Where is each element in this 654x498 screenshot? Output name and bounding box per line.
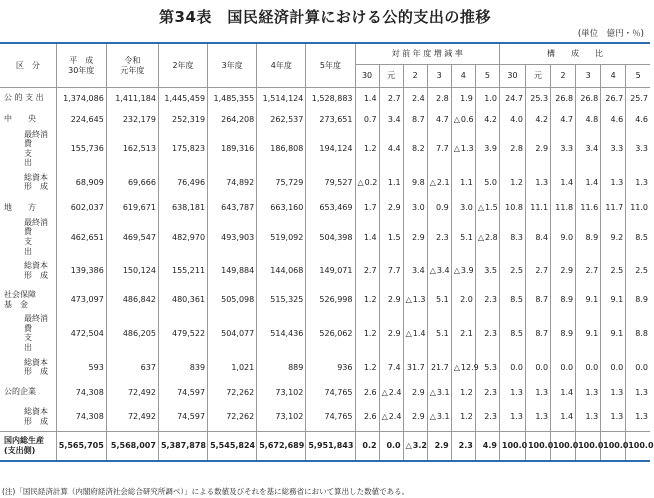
- growth-cell: 2.3: [475, 314, 499, 352]
- amount-cell: 75,729: [257, 168, 306, 197]
- growth-cell: 4.9: [475, 432, 499, 461]
- amount-cell: 1,445,459: [158, 88, 207, 109]
- amount-cell: 74,308: [56, 382, 106, 403]
- share-cell: 11.6: [576, 197, 601, 218]
- growth-cell: 2.3: [451, 432, 475, 461]
- table-row: [0, 88, 650, 109]
- amount-cell: 252,319: [158, 109, 207, 130]
- growth-cell: 4.2: [475, 109, 499, 130]
- share-cell: 24.7: [499, 88, 525, 109]
- share-cell: 8.9: [576, 218, 601, 256]
- amount-cell: 1,374,086: [56, 88, 106, 109]
- amount-cell: 79,527: [306, 168, 355, 197]
- share-cell: 2.7: [525, 256, 550, 285]
- header-year-r2: 2年度: [158, 43, 207, 88]
- amount-cell: 264,208: [208, 109, 257, 130]
- amount-cell: 5,672,689: [257, 432, 306, 461]
- amount-cell: 232,179: [106, 109, 158, 130]
- share-cell: 2.7: [576, 256, 601, 285]
- share-cell: 2.9: [551, 256, 576, 285]
- growth-cell: 1.4: [355, 88, 379, 109]
- growth-cell: △ 1.4: [403, 314, 427, 352]
- growth-cell: 1.2: [355, 353, 379, 382]
- share-cell: 4.0: [499, 109, 525, 130]
- amount-cell: 505,098: [208, 285, 257, 314]
- row-label: 最終消費 支 出: [24, 217, 48, 256]
- share-cell: 11.0: [626, 197, 650, 218]
- share-cell: 26.8: [576, 88, 601, 109]
- table-row: [0, 285, 650, 314]
- header-year-r1: 令和 元年度: [106, 43, 158, 88]
- amount-cell: 5,568,007: [106, 432, 158, 461]
- share-cell: 4.8: [576, 109, 601, 130]
- growth-cell: 2.3: [475, 403, 499, 432]
- amount-cell: 526,998: [306, 285, 355, 314]
- amount-cell: 619,671: [106, 197, 158, 218]
- growth-cell: △ 1.3: [451, 130, 475, 168]
- amount-cell: 175,823: [158, 130, 207, 168]
- amount-cell: 515,325: [257, 285, 306, 314]
- unit-label: (単位 億円・％): [577, 29, 644, 39]
- growth-cell: 31.7: [403, 353, 427, 382]
- amount-cell: 504,398: [306, 218, 355, 256]
- growth-col-30: 30: [355, 65, 379, 88]
- amount-cell: 593: [56, 353, 106, 382]
- growth-cell: 4.7: [427, 109, 451, 130]
- table-row: [0, 109, 650, 130]
- share-cell: 25.3: [525, 88, 550, 109]
- growth-cell: 2.7: [355, 256, 379, 285]
- growth-cell: 1.2: [451, 382, 475, 403]
- growth-cell: 3.5: [475, 256, 499, 285]
- table-row: [0, 382, 650, 403]
- share-cell: 3.3: [601, 130, 626, 168]
- share-cell: 2.5: [499, 256, 525, 285]
- share-cell: 0.0: [499, 353, 525, 382]
- table-row: [0, 218, 650, 256]
- amount-cell: 73,102: [257, 403, 306, 432]
- growth-cell: △ 3.4: [427, 256, 451, 285]
- amount-cell: 155,736: [56, 130, 106, 168]
- growth-cell: 2.9: [427, 432, 451, 461]
- share-cell: 1.2: [499, 168, 525, 197]
- share-cell: 11.7: [601, 197, 626, 218]
- share-cell: 1.3: [576, 403, 601, 432]
- growth-cell: 1.4: [355, 218, 379, 256]
- share-cell: 1.3: [601, 168, 626, 197]
- growth-col-4: 4: [451, 65, 475, 88]
- amount-cell: 5,951,843: [306, 432, 355, 461]
- growth-cell: △ 3.9: [451, 256, 475, 285]
- table-row: [0, 353, 650, 382]
- share-cell: 26.8: [551, 88, 576, 109]
- header-year-r5: 5年度: [306, 43, 355, 88]
- share-cell: 25.7: [626, 88, 650, 109]
- amount-cell: 76,496: [158, 168, 207, 197]
- growth-cell: 3.4: [379, 109, 403, 130]
- share-cell: 1.3: [499, 382, 525, 403]
- growth-cell: 0.9: [427, 197, 451, 218]
- share-cell: 9.2: [601, 218, 626, 256]
- amount-cell: 493,903: [208, 218, 257, 256]
- share-cell: 100.0: [576, 432, 601, 461]
- table-row: [0, 314, 650, 352]
- amount-cell: 1,528,883: [306, 88, 355, 109]
- share-cell: 8.4: [525, 218, 550, 256]
- amount-cell: 72,262: [208, 403, 257, 432]
- amount-cell: 1,021: [208, 353, 257, 382]
- growth-cell: 2.9: [379, 197, 403, 218]
- growth-cell: 7.7: [427, 130, 451, 168]
- growth-cell: 9.8: [403, 168, 427, 197]
- growth-cell: 2.1: [451, 314, 475, 352]
- share-col-4: 4: [601, 65, 626, 88]
- amount-cell: 643,787: [208, 197, 257, 218]
- share-cell: 8.5: [499, 285, 525, 314]
- share-cell: 100.0: [499, 432, 525, 461]
- table-row: [0, 256, 650, 285]
- share-cell: 8.9: [551, 285, 576, 314]
- footnote: (注)「国民経済計算（内閣府経済社会総合研究所調べ）」による数値及びそれを基に総務省において算出した数値である。: [2, 487, 410, 496]
- amount-cell: 273,651: [306, 109, 355, 130]
- growth-col-5: 5: [475, 65, 499, 88]
- growth-cell: 3.0: [403, 197, 427, 218]
- growth-cell: 7.7: [379, 256, 403, 285]
- share-cell: 1.3: [525, 382, 550, 403]
- row-label: 総資本 形 成: [24, 172, 48, 192]
- amount-cell: 150,124: [106, 256, 158, 285]
- amount-cell: 1,485,355: [208, 88, 257, 109]
- growth-cell: 1.2: [451, 403, 475, 432]
- amount-cell: 486,842: [106, 285, 158, 314]
- header-year-r3: 3年度: [208, 43, 257, 88]
- amount-cell: 5,387,878: [158, 432, 207, 461]
- growth-cell: 8.7: [403, 109, 427, 130]
- row-label: 最終消費 支 出: [24, 314, 48, 353]
- page-title: 第34表 国民経済計算における公的支出の推移: [159, 8, 491, 26]
- share-cell: 4.2: [525, 109, 550, 130]
- amount-cell: 462,651: [56, 218, 106, 256]
- header-share-group: 構 成 比: [499, 43, 650, 65]
- row-label: 総資本 形 成: [24, 357, 48, 377]
- amount-cell: 482,970: [158, 218, 207, 256]
- share-cell: 0.0: [601, 353, 626, 382]
- growth-cell: △ 3.2: [403, 432, 427, 461]
- amount-cell: 144,068: [257, 256, 306, 285]
- growth-cell: 1.2: [355, 285, 379, 314]
- amount-cell: 149,884: [208, 256, 257, 285]
- share-cell: 3.4: [576, 130, 601, 168]
- amount-cell: 155,211: [158, 256, 207, 285]
- amount-cell: 839: [158, 353, 207, 382]
- amount-cell: 74,597: [158, 403, 207, 432]
- share-col-3: 3: [576, 65, 601, 88]
- growth-cell: △ 2.8: [475, 218, 499, 256]
- amount-cell: 73,102: [257, 382, 306, 403]
- share-cell: 1.3: [601, 403, 626, 432]
- amount-cell: 5,545,824: [208, 432, 257, 461]
- growth-cell: 1.2: [355, 130, 379, 168]
- header-category: 区 分: [0, 43, 56, 88]
- growth-cell: 2.9: [379, 285, 403, 314]
- amount-cell: 5,565,705: [56, 432, 106, 461]
- share-cell: 100.0: [601, 432, 626, 461]
- growth-cell: 5.1: [427, 314, 451, 352]
- growth-cell: 2.3: [475, 382, 499, 403]
- amount-cell: 638,181: [158, 197, 207, 218]
- amount-cell: 72,262: [208, 382, 257, 403]
- amount-cell: 162,513: [106, 130, 158, 168]
- share-cell: 0.0: [626, 353, 650, 382]
- share-cell: 11.1: [525, 197, 550, 218]
- amount-cell: 473,097: [56, 285, 106, 314]
- growth-cell: 0.2: [355, 432, 379, 461]
- share-cell: 1.3: [499, 403, 525, 432]
- share-cell: 3.3: [626, 130, 650, 168]
- growth-cell: 3.4: [403, 256, 427, 285]
- growth-col-gen: 元: [379, 65, 403, 88]
- growth-cell: 5.1: [451, 218, 475, 256]
- amount-cell: 472,504: [56, 314, 106, 352]
- amount-cell: 486,205: [106, 314, 158, 352]
- growth-cell: 3.0: [451, 197, 475, 218]
- row-label: 公的企業: [4, 387, 36, 397]
- growth-cell: 2.9: [379, 314, 403, 352]
- share-cell: 8.5: [499, 314, 525, 352]
- amount-cell: 224,645: [56, 109, 106, 130]
- growth-cell: △ 0.2: [355, 168, 379, 197]
- growth-cell: 1.5: [379, 218, 403, 256]
- expenditure-table: [0, 42, 654, 462]
- growth-cell: 1.7: [355, 197, 379, 218]
- share-cell: 0.0: [551, 353, 576, 382]
- header-year-h30: 平 成 30年度: [56, 43, 106, 88]
- amount-cell: 1,514,124: [257, 88, 306, 109]
- row-label: 国内総生産 (支出側): [0, 432, 56, 461]
- growth-cell: 1.0: [475, 88, 499, 109]
- amount-cell: 74,597: [158, 382, 207, 403]
- table-row: [0, 403, 650, 432]
- share-cell: 100.0: [626, 432, 650, 461]
- share-cell: 1.3: [525, 168, 550, 197]
- share-cell: 100.0: [551, 432, 576, 461]
- share-cell: 8.9: [626, 285, 650, 314]
- share-cell: 8.7: [525, 314, 550, 352]
- growth-cell: 0.7: [355, 109, 379, 130]
- growth-cell: 5.3: [475, 353, 499, 382]
- row-label: 社会保障 基 金: [4, 290, 36, 309]
- amount-cell: 194,124: [306, 130, 355, 168]
- amount-cell: 602,037: [56, 197, 106, 218]
- share-cell: 1.4: [551, 403, 576, 432]
- growth-cell: 3.9: [475, 130, 499, 168]
- growth-cell: 5.0: [475, 168, 499, 197]
- growth-cell: 2.9: [403, 382, 427, 403]
- growth-cell: △ 2.4: [379, 382, 403, 403]
- share-cell: 1.3: [525, 403, 550, 432]
- table-row: [0, 197, 650, 218]
- share-cell: 9.1: [601, 285, 626, 314]
- growth-cell: △ 2.1: [427, 168, 451, 197]
- amount-cell: 74,892: [208, 168, 257, 197]
- amount-cell: 262,537: [257, 109, 306, 130]
- growth-cell: 2.3: [427, 218, 451, 256]
- share-cell: 2.5: [601, 256, 626, 285]
- amount-cell: 68,909: [56, 168, 106, 197]
- share-col-30: 30: [499, 65, 525, 88]
- amount-cell: 504,077: [208, 314, 257, 352]
- amount-cell: 653,469: [306, 197, 355, 218]
- share-cell: 4.6: [626, 109, 650, 130]
- share-col-gen: 元: [525, 65, 550, 88]
- growth-cell: △ 2.4: [379, 403, 403, 432]
- share-cell: 9.1: [576, 314, 601, 352]
- share-cell: 0.0: [576, 353, 601, 382]
- growth-cell: 1.1: [451, 168, 475, 197]
- growth-cell: 5.1: [427, 285, 451, 314]
- growth-cell: △ 1.5: [475, 197, 499, 218]
- amount-cell: 663,160: [257, 197, 306, 218]
- share-cell: 1.3: [626, 403, 650, 432]
- share-col-5: 5: [626, 65, 650, 88]
- growth-col-3: 3: [427, 65, 451, 88]
- share-cell: 1.4: [576, 168, 601, 197]
- share-cell: 9.0: [551, 218, 576, 256]
- growth-cell: △ 3.1: [427, 382, 451, 403]
- share-col-2: 2: [551, 65, 576, 88]
- amount-cell: 526,062: [306, 314, 355, 352]
- share-cell: 1.3: [576, 382, 601, 403]
- share-cell: 1.3: [601, 382, 626, 403]
- share-cell: 9.1: [576, 285, 601, 314]
- amount-cell: 479,522: [158, 314, 207, 352]
- amount-cell: 519,092: [257, 218, 306, 256]
- amount-cell: 139,386: [56, 256, 106, 285]
- share-cell: 1.4: [551, 168, 576, 197]
- table-row: [0, 168, 650, 197]
- growth-cell: △ 12.9: [451, 353, 475, 382]
- share-cell: 1.3: [626, 382, 650, 403]
- amount-cell: 1,411,184: [106, 88, 158, 109]
- amount-cell: 186,808: [257, 130, 306, 168]
- growth-cell: 2.6: [355, 382, 379, 403]
- share-cell: 8.9: [551, 314, 576, 352]
- row-label: 総資本 形 成: [24, 407, 48, 426]
- amount-cell: 74,765: [306, 382, 355, 403]
- table-body: [0, 88, 654, 461]
- share-cell: 10.8: [499, 197, 525, 218]
- share-cell: 8.7: [525, 285, 550, 314]
- share-cell: 4.6: [601, 109, 626, 130]
- growth-cell: 1.2: [355, 314, 379, 352]
- amount-cell: 936: [306, 353, 355, 382]
- amount-cell: 189,316: [208, 130, 257, 168]
- amount-cell: 480,361: [158, 285, 207, 314]
- growth-cell: △ 3.1: [427, 403, 451, 432]
- growth-cell: 7.4: [379, 353, 403, 382]
- growth-cell: 2.0: [451, 285, 475, 314]
- row-label: 中 央: [4, 114, 36, 124]
- growth-cell: 2.9: [403, 218, 427, 256]
- share-cell: 100.0: [525, 432, 550, 461]
- share-cell: 26.7: [601, 88, 626, 109]
- amount-cell: 72,492: [106, 382, 158, 403]
- share-cell: 8.3: [499, 218, 525, 256]
- amount-cell: 74,308: [56, 403, 106, 432]
- growth-cell: 1.1: [379, 168, 403, 197]
- amount-cell: 637: [106, 353, 158, 382]
- growth-cell: 8.2: [403, 130, 427, 168]
- amount-cell: 889: [257, 353, 306, 382]
- growth-cell: 2.6: [355, 403, 379, 432]
- share-cell: 8.5: [626, 218, 650, 256]
- growth-cell: 4.4: [379, 130, 403, 168]
- amount-cell: 72,492: [106, 403, 158, 432]
- share-cell: 2.5: [626, 256, 650, 285]
- growth-cell: 2.4: [403, 88, 427, 109]
- share-cell: 2.8: [499, 130, 525, 168]
- row-label: 総資本 形 成: [24, 261, 48, 280]
- share-cell: 2.9: [525, 130, 550, 168]
- share-cell: 1.3: [626, 168, 650, 197]
- row-label: 公 的 支 出: [4, 93, 44, 103]
- amount-cell: 514,436: [257, 314, 306, 352]
- share-cell: 0.0: [525, 353, 550, 382]
- table-row: [0, 432, 650, 461]
- share-cell: 4.7: [551, 109, 576, 130]
- row-label: 最終消費 支 出: [24, 129, 48, 168]
- growth-cell: 0.0: [379, 432, 403, 461]
- growth-cell: 2.3: [475, 285, 499, 314]
- amount-cell: 469,547: [106, 218, 158, 256]
- amount-cell: 74,765: [306, 403, 355, 432]
- table-row: [0, 130, 650, 168]
- amount-cell: 149,071: [306, 256, 355, 285]
- growth-cell: 21.7: [427, 353, 451, 382]
- share-cell: 9.1: [601, 314, 626, 352]
- growth-cell: 1.9: [451, 88, 475, 109]
- row-label: 地 方: [4, 202, 36, 212]
- share-cell: 1.4: [551, 382, 576, 403]
- growth-cell: △ 0.6: [451, 109, 475, 130]
- growth-col-2: 2: [403, 65, 427, 88]
- growth-cell: △ 1.3: [403, 285, 427, 314]
- share-cell: 11.8: [551, 197, 576, 218]
- growth-cell: 2.9: [403, 403, 427, 432]
- amount-cell: 69,666: [106, 168, 158, 197]
- share-cell: 3.3: [551, 130, 576, 168]
- header-growth-group: 対 前 年 度 増 減 率: [355, 43, 499, 65]
- header-year-r4: 4年度: [257, 43, 306, 88]
- growth-cell: 2.7: [379, 88, 403, 109]
- share-cell: 8.8: [626, 314, 650, 352]
- growth-cell: 2.8: [427, 88, 451, 109]
